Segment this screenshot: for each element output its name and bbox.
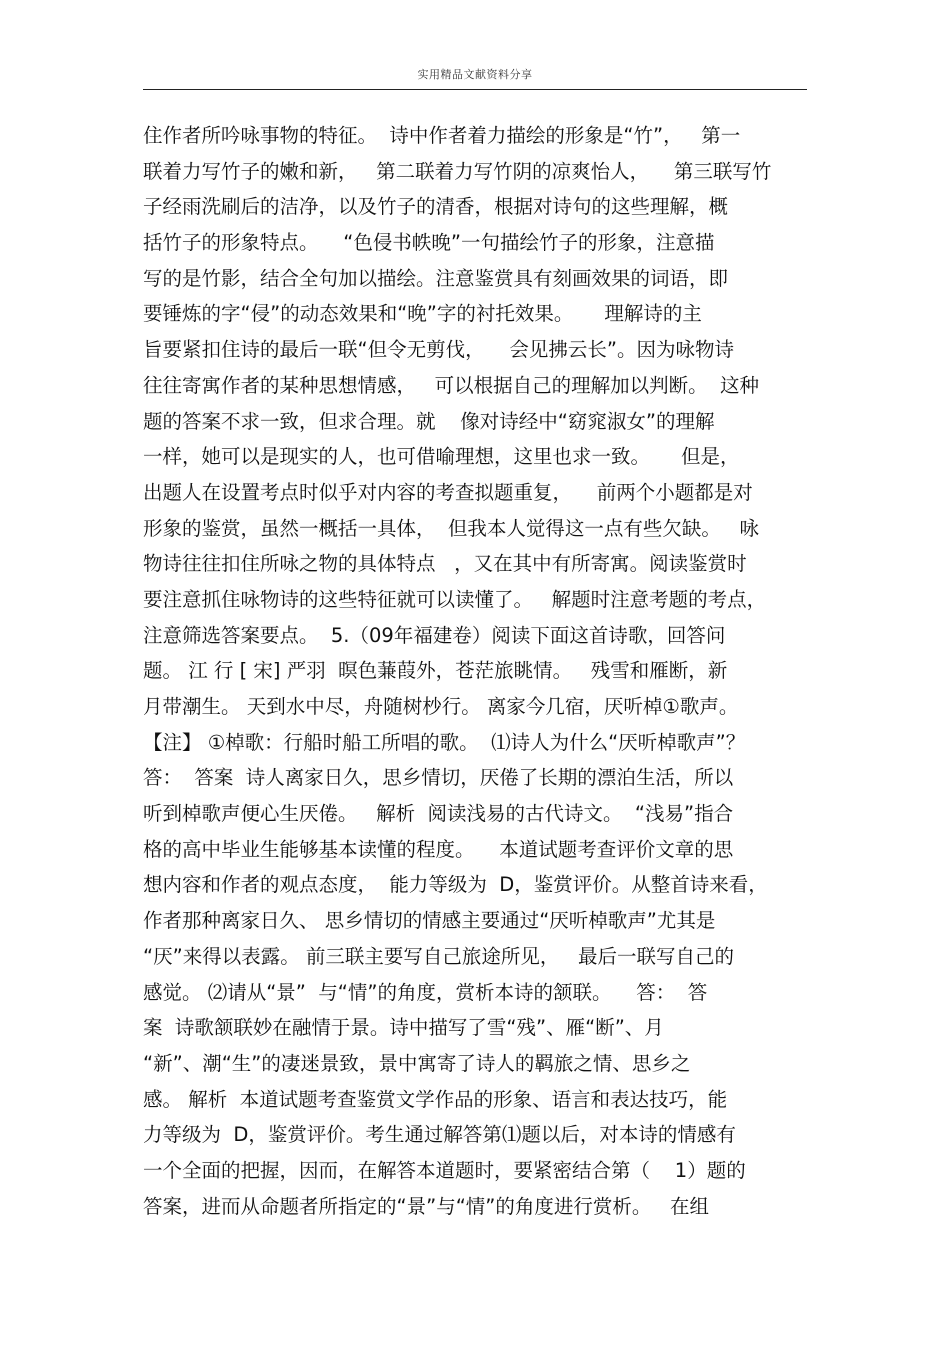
text-line: 联着力写竹子的嫩和新， 第二联着力写竹阴的凉爽怡人， 第三联写竹 — [143, 159, 772, 183]
text-line: 子经雨洗刷后的洁净，以及竹子的清香，根据对诗句的这些理解，概 — [143, 195, 729, 219]
body-text — [143, 118, 808, 1224]
page-header: 实用精品文献资料分享 — [417, 68, 533, 81]
text-line: 题。 江 行 [ 宋] 严羽 暝色蒹葭外，苍茫旅眺情。 残雪和雁断，新 — [143, 659, 728, 683]
text-line: 形象的鉴赏，虽然一概括一具体， 但我本人觉得这一点有些欠缺。 咏 — [143, 516, 759, 540]
text-line: 出题人在设置考点时似乎对内容的考查拟题重复， 前两个小题都是对 — [143, 480, 753, 504]
text-line: 【注】 ①棹歌：行船时船工所唱的歌。 ⑴诗人为什么“厌听棹歌声”？ — [143, 730, 746, 754]
text-line: 旨要紧扣住诗的最后一联“但令无剪伐， 会见拂云长”。因为咏物诗 — [143, 338, 734, 362]
text-line: 答案，进而从命题者所指定的“景”与“情”的角度进行赏析。 在组 — [143, 1194, 710, 1218]
text-line: 感。 解析 本道试题考查鉴赏文学作品的形象、语言和表达技巧，能 — [143, 1087, 728, 1111]
text-line: 往往寄寓作者的某种思想情感， 可以根据自己的理解加以判断。 这种 — [143, 373, 759, 397]
text-line: 一个全面的把握，因而，在解答本道题时，要紧密结合第（ 1）题的 — [143, 1158, 746, 1182]
text-line: 物诗往往扣住所咏之物的具体特点 ，又在其中有所寄寓。阅读鉴赏时 — [143, 552, 747, 576]
text-line: 感觉。 ⑵请从“景” 与“情”的角度，赏析本诗的颔联。 答： 答 — [143, 980, 708, 1004]
text-line: 住作者所吟咏事物的特征。 诗中作者着力描绘的形象是“竹”， 第一 — [143, 124, 741, 147]
text-line: 听到棹歌声便心生厌倦。 解析 阅读浅易的古代诗文。 “浅易”指合 — [143, 802, 734, 826]
text-line: 题的答案不求一致，但求合理。就 像对诗经中“窈窕淑女”的理解 — [143, 409, 715, 433]
text-line: 要锤炼的字“侵”的动态效果和“晚”字的衬托效果。 理解诗的主 — [143, 302, 702, 326]
text-line: 力等级为 D，鉴赏评价。考生通过解答第⑴题以后，对本诗的情感有 — [143, 1123, 736, 1147]
text-line: 案 诗歌颔联妙在融情于景。诗中描写了雪“残”、雁“断”、月 — [143, 1016, 664, 1040]
text-line: 写的是竹影，结合全句加以描绘。注意鉴赏具有刻画效果的词语，即 — [143, 266, 729, 290]
text-line: 注意筛选答案要点。 5.（09年福建卷）阅读下面这首诗歌，回答问 — [143, 623, 726, 647]
text-line: 答： 答案 诗人离家日久，思乡情切，厌倦了长期的漂泊生活，所以 — [143, 766, 734, 790]
text-line: 月带潮生。 天到水中尽，舟随树杪行。 离家今几宿，厌听棹①歌声。 — [143, 695, 739, 718]
text-line: “厌”来得以表露。 前三联主要写自己旅途所见， 最后一联写自己的 — [143, 944, 734, 968]
text-line: “新”、潮“生”的凄迷景致，景中寓寄了诗人的羁旅之情、思乡之 — [143, 1051, 691, 1075]
text-line: 要注意抓住咏物诗的这些特征就可以读懂了。 解题时注意考题的考点， — [143, 587, 767, 611]
header-divider — [143, 89, 807, 90]
text-line: 作者那种离家日久、 思乡情切的情感主要通过“厌听棹歌声”尤其是 — [143, 909, 716, 933]
text-line: 想内容和作者的观点态度， 能力等级为 D，鉴赏评价。从整首诗来看， — [143, 873, 768, 897]
text-line: 一样，她可以是现实的人，也可借喻理想，这里也求一致。 但是， — [143, 445, 740, 469]
text-line: 格的高中毕业生能够基本读懂的程度。 本道试题考查评价文章的思 — [143, 837, 734, 861]
text-line: 括竹子的形象特点。 “色侵书帙晚”一句描绘竹子的形象，注意描 — [143, 231, 715, 255]
